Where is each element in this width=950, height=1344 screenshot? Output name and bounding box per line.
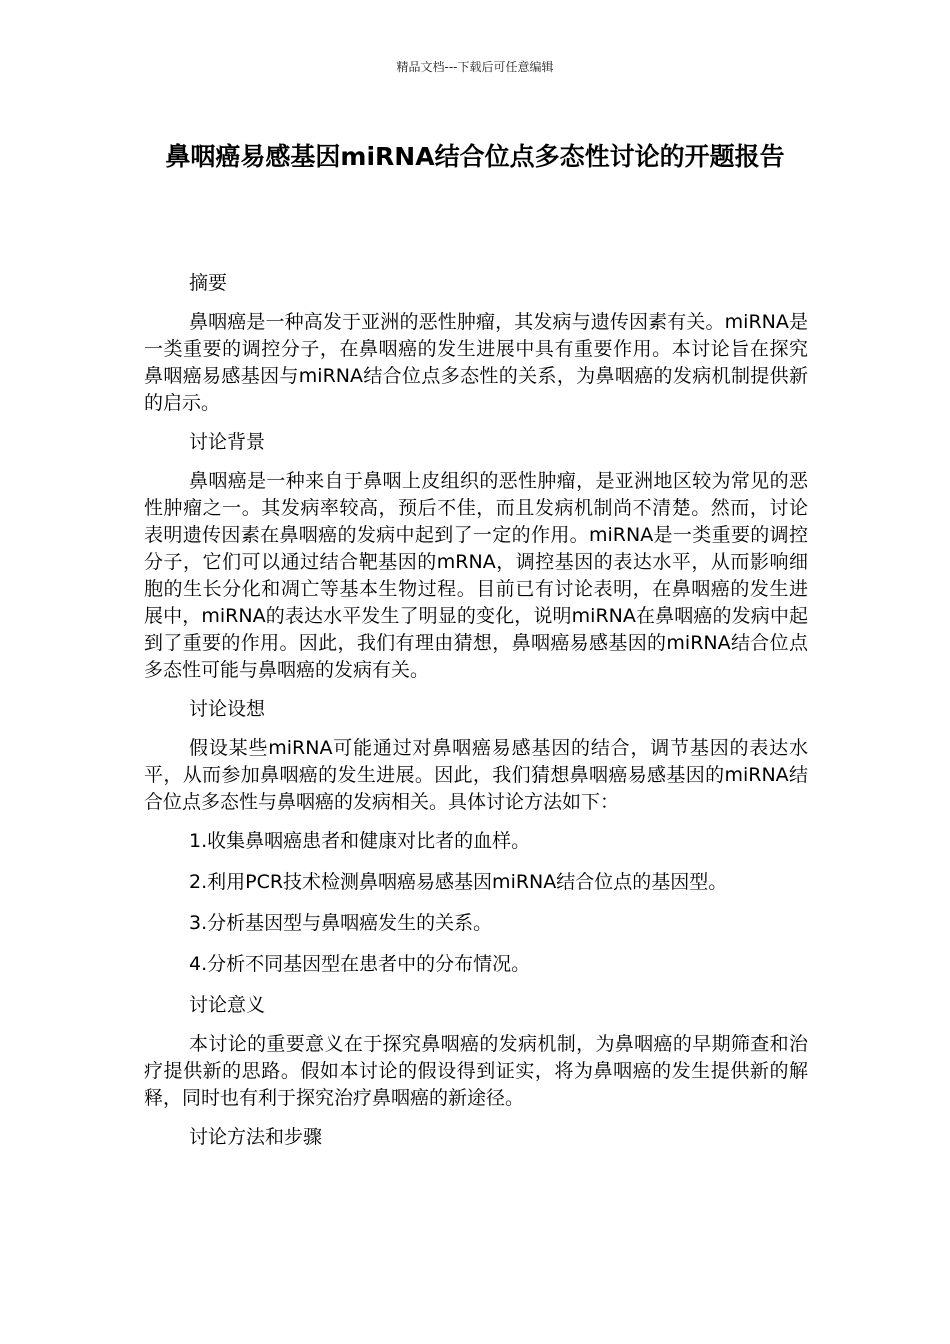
significance-heading: 讨论意义 [189,994,266,1016]
hypothesis-paragraph: 假设某些miRNA可能通过对鼻咽癌易感基因的结合，调节基因的表达水平，从而参加鼻咽癌的发生进展。因此，我们猜想鼻咽癌易感基因的miRNA结合位点多态性与鼻咽癌的发病相关。具体讨论方法如下： [144,737,808,813]
methods-heading: 讨论方法和步骤 [189,1126,323,1148]
significance-paragraph: 本讨论的重要意义在于探究鼻咽癌的发病机制，为鼻咽癌的早期筛查和治疗提供新的思路。假如本讨论的假设得到证实，将为鼻咽癌的发生提供新的解释，同时也有利于探究治疗鼻咽癌的新途径。 [144,1033,808,1109]
document-body [144,270,808,1163]
hypothesis-heading: 讨论设想 [189,698,266,720]
abstract-paragraph: 鼻咽癌是一种高发于亚洲的恶性肿瘤，其发病与遗传因素有关。miRNA是一类重要的调控分子，在鼻咽癌的发生进展中具有重要作用。本讨论旨在探究鼻咽癌易感基因与miRNA结合位点多态性的关系，为鼻咽癌的发病机制提供新的启示。 [144,311,808,414]
method-list-item: 4.分析不同基因型在患者中的分布情况。 [189,953,531,975]
background-paragraph: 鼻咽癌是一种来自于鼻咽上皮组织的恶性肿瘤，是亚洲地区较为常见的恶性肿瘤之一。其发病率较高，预后不佳，而且发病机制尚不清楚。然而，讨论表明遗传因素在鼻咽癌的发病中起到了一定的作用。miRNA是一类重要的调控分子，它们可以通过结合靶基因的mRNA，调控基因的表达水平，从而影响细胞的生长分化和凋亡等基本生物过程。目前已有讨论表明，在鼻咽癌的发生进展中，miRNA的表达水平发生了明显的变化，说明miRNA在鼻咽癌的发病中起到了重要的作用。因此，我们有理由猜想，鼻咽癌易感基因的miRNA结合位点多态性可能与鼻咽癌的发病有关。 [144,470,808,681]
abstract-heading: 摘要 [189,272,228,294]
method-list-item: 3.分析基因型与鼻咽癌发生的关系。 [189,912,493,934]
page-header: 精品文档---下载后可任意编辑 [396,60,554,74]
method-list-item: 2.利用PCR技术检测鼻咽癌易感基因miRNA结合位点的基因型。 [189,871,728,893]
background-heading: 讨论背景 [189,431,266,453]
document-title: 鼻咽癌易感基因miRNA结合位点多态性讨论的开题报告 [165,142,785,171]
method-list-item: 1.收集鼻咽癌患者和健康对比者的血样。 [189,830,531,852]
